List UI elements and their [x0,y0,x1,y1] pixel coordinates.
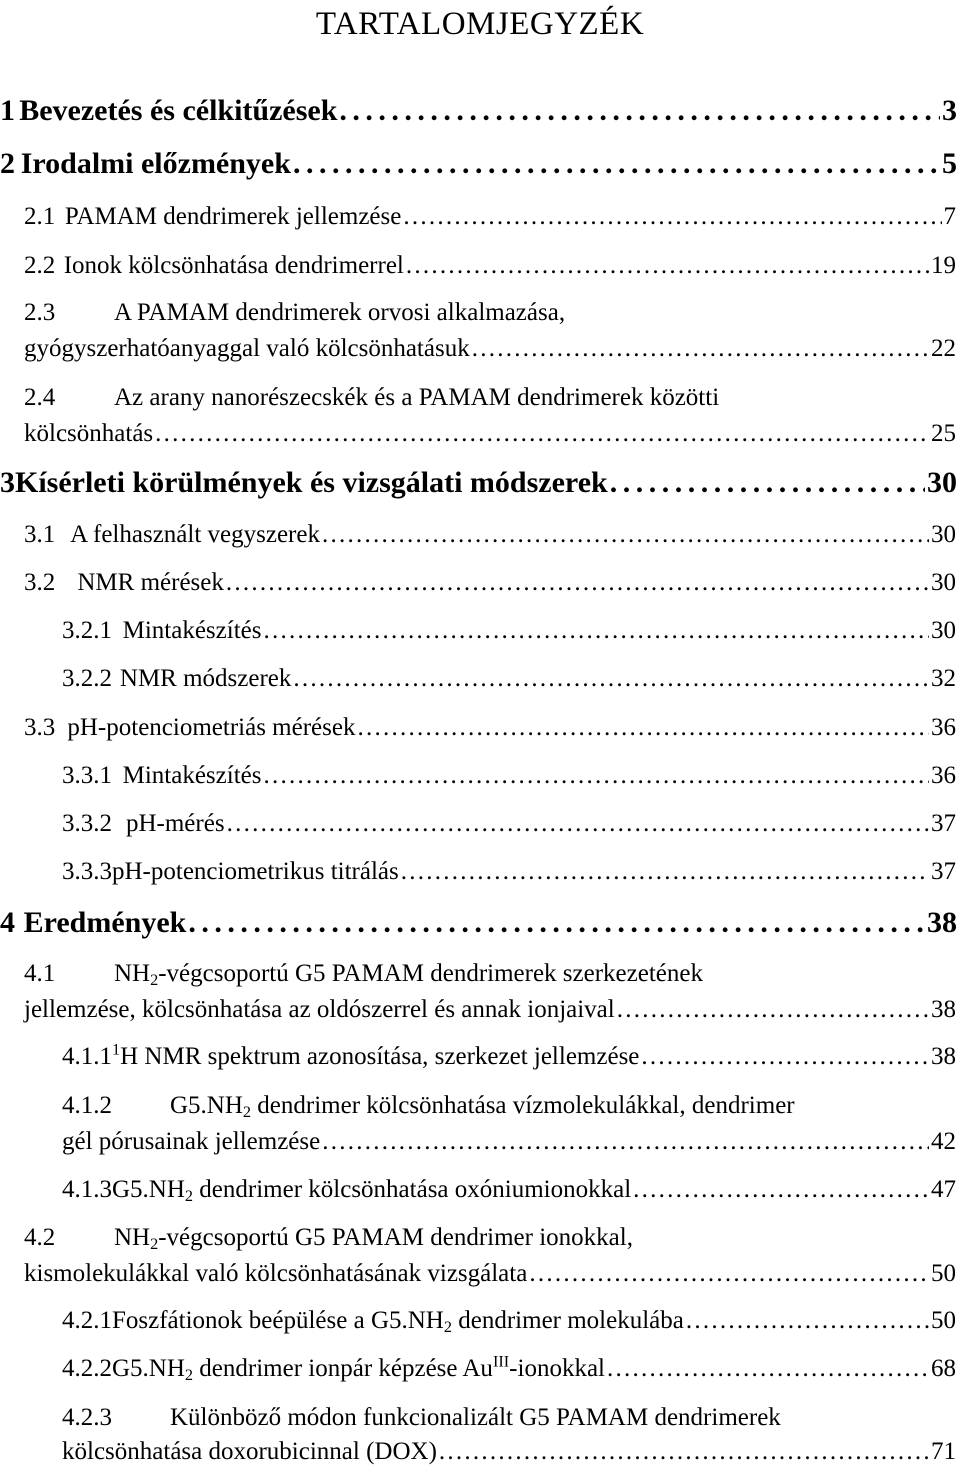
toc-entry-2-3[interactable] [24,335,956,363]
dot-leader [263,617,929,645]
toc-page: 50 [931,1307,956,1334]
toc-entry-3-2[interactable] [24,569,956,597]
toc-text: jellemzése, kölcsönhatása az oldószerrel és annak ionjaival [24,996,615,1023]
toc-text: kismolekulákkal való kölcsönhatásának vizsgálata [24,1260,528,1287]
dot-leader [529,1260,929,1288]
toc-entry-4-1-2-first-line[interactable] [62,1092,795,1120]
toc-text-part: dendrimer kölcsönhatása oxóniumionokkal [193,1176,632,1203]
toc-page: 3 [942,94,957,127]
toc-text [112,1176,631,1204]
dot-leader [641,1043,929,1071]
toc-page: 5 [942,147,957,180]
toc-text: NH [114,1224,151,1251]
toc-number: 3.1 [24,521,56,548]
toc-entry-2-4[interactable] [24,420,956,448]
dot-leader [293,147,940,181]
toc-text [112,1352,605,1385]
toc-text: Különböző módon funkcionalizált G5 PAMAM dendrimerek [170,1404,781,1431]
toc-number: 1 [0,94,15,127]
subscript: 2 [150,971,159,990]
toc-number: 4.2.3 [62,1404,112,1431]
dot-leader [472,335,929,363]
toc-number: 2.4 [24,384,56,411]
toc-number: 2.3 [24,299,56,326]
dot-leader [155,420,929,448]
toc-text: Mintakészítés [122,617,262,644]
toc-entry-4-2-3-first-line[interactable] [62,1404,781,1432]
toc-text: Az arany nanorészecskék és a PAMAM dendrimerek közötti [114,384,720,411]
dot-leader [439,1438,929,1466]
toc-page: 19 [931,252,956,279]
toc-page: 36 [931,714,956,741]
toc-text: G5.NH [170,1092,243,1119]
toc-entry-2-2[interactable] [24,252,956,280]
dot-leader [263,762,929,790]
dot-leader [403,203,941,231]
dot-leader [188,906,925,940]
toc-entry-1[interactable] [0,94,957,128]
toc-number: 4.1.3 [62,1176,112,1203]
toc-number: 4.1 [24,960,56,987]
toc-number: 4.1.2 [62,1092,112,1119]
toc-text: kölcsönhatás [24,420,154,447]
toc-entry-3-2-2[interactable] [62,665,956,693]
subscript: 2 [443,1318,452,1337]
toc-entry-3-3-1[interactable] [62,762,956,790]
toc-text [112,1040,640,1071]
toc-entry-2[interactable] [0,147,957,181]
toc-entry-3-3-2[interactable] [62,810,956,838]
dot-leader [686,1307,929,1335]
toc-text: Ionok kölcsönhatása dendrimerrel [63,252,404,279]
toc-entry-2-4-first-line[interactable] [24,384,719,412]
toc-entry-3-3[interactable] [24,714,956,742]
toc-entry-4-2-3[interactable] [62,1438,956,1466]
dot-leader [339,94,940,128]
superscript: III [492,1352,510,1371]
toc-text: Eredmények [23,906,187,939]
toc-page: 71 [931,1438,956,1465]
toc-number: 3 [0,466,15,499]
toc-number: 2.1 [24,203,56,230]
subscript: 2 [150,1235,159,1254]
toc-page: 22 [931,335,956,362]
toc-text-part: -ionokkal [509,1355,605,1382]
superscript: 1 [112,1040,121,1059]
toc-page: 32 [931,665,956,692]
toc-text-part: G5.NH [112,1355,185,1382]
dot-leader [322,1128,929,1156]
subscript: 2 [184,1366,194,1385]
toc-text: NH [114,960,151,987]
toc-entry-4-2-first-line[interactable] [24,1224,633,1252]
dot-leader [607,1355,929,1383]
toc-text: NMR módszerek [119,665,292,692]
toc-text [112,1307,684,1335]
toc-text: PAMAM dendrimerek jellemzése [64,203,402,230]
toc-text: -végcsoportú G5 PAMAM dendrimerek szerkezetének [158,960,703,987]
toc-text-part: dendrimer ionpár képzése Au [193,1355,493,1382]
toc-text: NMR mérések [77,569,224,596]
toc-entry-4-1-2[interactable] [62,1128,956,1156]
toc-entry-4-1-1[interactable] [62,1040,956,1071]
dot-leader [617,996,929,1024]
dot-leader [357,714,929,742]
toc-entry-3-2-1[interactable] [62,617,956,645]
toc-page: 30 [931,521,956,548]
toc-number: 2 [0,147,15,180]
dot-leader [322,521,929,549]
toc-number: 4.2.2 [62,1355,112,1382]
toc-entry-3-3-3[interactable] [62,858,956,886]
toc-entry-4-2[interactable] [24,1260,956,1288]
toc-number: 3.3.3 [62,858,112,885]
toc-page: 38 [931,1043,956,1070]
toc-number: 3.2.1 [62,617,112,644]
toc-entry-3-1[interactable] [24,521,956,549]
toc-text-part: G5.NH [112,1176,185,1203]
toc-page: 30 [931,617,956,644]
toc-text: Mintakészítés [122,762,262,789]
toc-text-part: dendrimer molekulába [452,1307,684,1334]
toc-text: pH-potenciometriás mérések [67,714,356,741]
toc-number: 3.3.1 [62,762,112,789]
toc-page: 42 [931,1128,956,1155]
toc-text: A felhasznált vegyszerek [70,521,320,548]
toc-entry-4-2-1[interactable] [62,1307,956,1335]
toc-number: 4 [0,906,15,939]
toc-text: Irodalmi előzmények [20,147,291,180]
toc-page: 37 [931,810,956,837]
dot-leader [610,466,925,500]
toc-page: 38 [927,906,957,939]
toc-page: 30 [927,466,957,499]
toc-page: 50 [931,1260,956,1287]
dot-leader [633,1176,929,1204]
toc-text: dendrimer kölcsönhatása vízmolekulákkal, dendrimer [251,1092,795,1119]
toc-entry-2-3-first-line[interactable] [24,299,565,327]
toc-page: 7 [943,203,956,230]
toc-text: gyógyszerhatóanyaggal való kölcsönhatásuk [24,335,470,362]
dot-leader [227,810,929,838]
toc-number: 4.2 [24,1224,56,1251]
toc-text-part: Foszfátionok beépülése a G5.NH [112,1307,444,1334]
toc-text: A PAMAM dendrimerek orvosi alkalmazása, [114,299,566,326]
subscript: 2 [184,1187,194,1206]
toc-number: 4.1.1 [62,1043,112,1070]
dot-leader [226,569,929,597]
toc-entry-4-1-first-line[interactable] [24,960,703,988]
toc-entry-4-1-3[interactable] [62,1176,956,1204]
toc-text: gél pórusainak jellemzése [62,1128,321,1155]
toc-page: 25 [931,420,956,447]
toc-number: 3.3 [24,714,56,741]
toc-page: 68 [931,1355,956,1382]
toc-entry-3[interactable] [0,466,957,500]
toc-text: pH-potenciometrikus titrálás [112,858,399,885]
dot-leader [406,252,929,280]
dot-leader [293,665,929,693]
toc-page: 47 [931,1176,956,1203]
page-title: TARTALOMJEGYZÉK [315,6,645,42]
toc-entry-2-1[interactable] [24,203,956,231]
toc-entry-4[interactable] [0,906,957,940]
toc-page: 36 [931,762,956,789]
toc-text: -végcsoportú G5 PAMAM dendrimer ionokkal, [158,1224,633,1251]
toc-text: kölcsönhatása doxorubicinnal (DOX) [62,1438,437,1465]
subscript: 2 [242,1103,252,1122]
toc-number: 2.2 [24,252,56,279]
dot-leader [401,858,929,886]
toc-text: Kísérleti körülmények és vizsgálati módszerek [15,466,608,499]
toc-entry-4-1[interactable] [24,996,956,1024]
toc-text: Bevezetés és célkitűzések [19,94,338,127]
toc-text-body: H NMR spektrum azonosítása, szerkezet jellemzése [120,1043,640,1070]
toc-entry-4-2-2[interactable] [62,1352,956,1385]
toc-page: 37 [931,858,956,885]
toc-number: 3.2 [24,569,56,596]
toc-page: 30 [931,569,956,596]
toc-page: 38 [931,996,956,1023]
toc-number: 3.2.2 [62,665,112,692]
toc-number: 3.3.2 [62,810,112,837]
toc-number: 4.2.1 [62,1307,112,1334]
toc-text: pH-mérés [125,810,225,837]
